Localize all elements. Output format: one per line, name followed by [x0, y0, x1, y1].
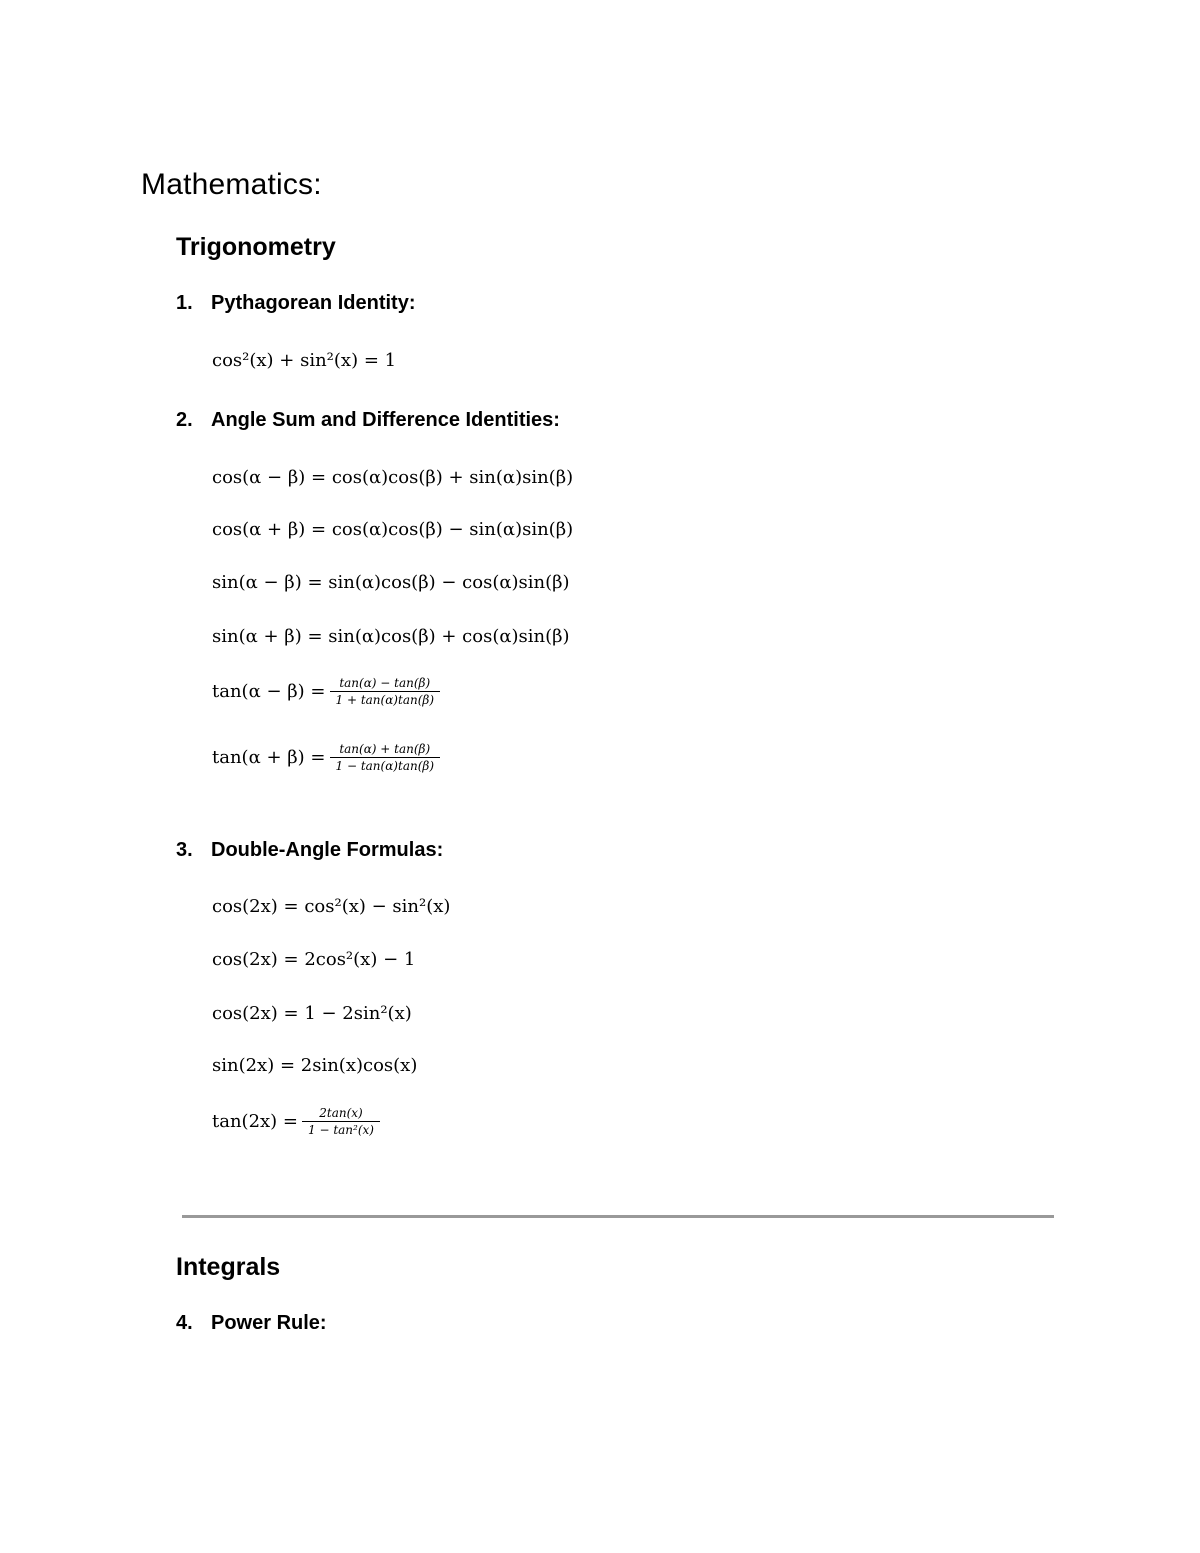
item-label: Angle Sum and Difference Identities: [211, 409, 560, 431]
equation-cos2x-c: cos(2x) = 1 − 2sin²(x) [212, 1003, 412, 1024]
item-number: 4. [176, 1312, 193, 1334]
section-heading-trigonometry: Trigonometry [176, 233, 336, 261]
item-number: 1. [176, 292, 193, 314]
equation-lhs: tan(α − β) = [212, 681, 326, 702]
equation-cos-sum: cos(α + β) = cos(α)cos(β) − sin(α)sin(β) [212, 519, 574, 540]
item-number: 3. [176, 839, 193, 861]
equation-tan2x [212, 1106, 380, 1137]
item-pythagorean-identity [176, 292, 415, 315]
fraction-denominator: 1 + tan(α)tan(β) [330, 691, 441, 707]
equation-sin2x: sin(2x) = 2sin(x)cos(x) [212, 1055, 418, 1076]
item-angle-sum-difference [176, 409, 560, 432]
item-label: Pythagorean Identity: [211, 292, 416, 314]
equation-tan-sum [212, 742, 440, 773]
fraction [330, 742, 441, 773]
item-label: Power Rule: [211, 1312, 327, 1334]
equation-cos2x-a: cos(2x) = cos²(x) − sin²(x) [212, 896, 451, 917]
fraction [302, 1106, 380, 1137]
horizontal-divider [182, 1215, 1054, 1218]
equation-sin-difference: sin(α − β) = sin(α)cos(β) − cos(α)sin(β) [212, 572, 570, 593]
section-heading-integrals: Integrals [176, 1253, 281, 1281]
fraction-denominator: 1 − tan²(x) [302, 1121, 380, 1137]
page-title: Mathematics: [141, 168, 322, 201]
item-label: Double-Angle Formulas: [211, 839, 444, 861]
equation-lhs: tan(α + β) = [212, 747, 326, 768]
fraction-numerator: tan(α) + tan(β) [339, 742, 431, 756]
equation-sin-sum: sin(α + β) = sin(α)cos(β) + cos(α)sin(β) [212, 626, 570, 647]
equation-cos2x-b: cos(2x) = 2cos²(x) − 1 [212, 949, 416, 970]
item-double-angle [176, 839, 443, 862]
fraction-numerator: 2tan(x) [319, 1106, 363, 1120]
fraction-denominator: 1 − tan(α)tan(β) [330, 757, 441, 773]
equation-pythagorean: cos²(x) + sin²(x) = 1 [212, 350, 397, 371]
equation-tan-difference [212, 676, 440, 707]
fraction-numerator: tan(α) − tan(β) [339, 676, 431, 690]
fraction [330, 676, 441, 707]
item-power-rule [176, 1312, 327, 1335]
equation-lhs: tan(2x) = [212, 1111, 299, 1132]
equation-cos-difference: cos(α − β) = cos(α)cos(β) + sin(α)sin(β) [212, 467, 574, 488]
item-number: 2. [176, 409, 193, 431]
